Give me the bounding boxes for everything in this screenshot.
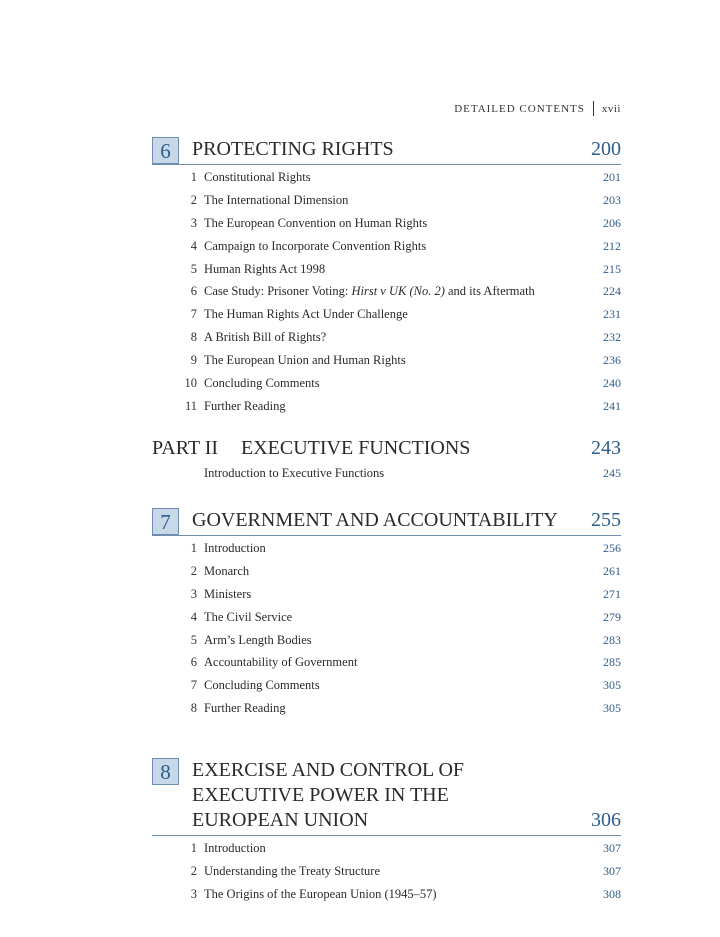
entry-number: 6: [190, 655, 197, 670]
entry-title: Human Rights Act 1998: [204, 261, 326, 276]
entry-number: 1: [190, 841, 197, 855]
chapter-number: 7: [152, 508, 179, 535]
entry-number: 3: [190, 586, 197, 601]
chapter-page: 306: [591, 809, 621, 831]
part-heading: [152, 435, 621, 461]
chapter-heading: [152, 758, 621, 836]
toc-entry[interactable]: [152, 537, 621, 560]
entry-title: Accountability of Government: [204, 655, 358, 670]
entry-title: Further Reading: [204, 701, 286, 716]
running-head: [454, 101, 621, 116]
entry-page: 256: [603, 541, 621, 555]
entry-page: 240: [603, 376, 621, 391]
toc-entry[interactable]: [152, 651, 621, 674]
chapter-page: 255: [591, 509, 621, 531]
entry-page: 305: [603, 701, 621, 716]
entry-title: Campaign to Incorporate Convention Rights: [204, 238, 427, 253]
entry-title: [204, 280, 603, 303]
entry-page: 231: [603, 307, 621, 322]
part-page: 243: [591, 437, 621, 459]
entry-title: Ministers: [204, 586, 252, 601]
entry-page: 201: [603, 170, 621, 184]
running-head-divider: [593, 101, 594, 116]
chapter-7: [152, 508, 621, 720]
entry-title: The International Dimension: [204, 192, 349, 207]
toc-entry[interactable]: [152, 189, 621, 212]
toc-entry[interactable]: [152, 674, 621, 697]
part-title: EXECUTIVE FUNCTIONS: [241, 437, 471, 459]
entry-page: 212: [603, 238, 621, 253]
part-label: PART II: [152, 437, 219, 459]
entry-title: Understanding the Treaty Structure: [204, 863, 381, 878]
entry-title: Monarch: [204, 563, 250, 578]
chapter-number: 6: [152, 137, 179, 164]
entry-page: 283: [603, 632, 621, 647]
entry-title: A British Bill of Rights?: [204, 330, 327, 345]
toc-entry[interactable]: [152, 166, 621, 189]
entry-number: 6: [190, 284, 197, 299]
chapter-page: 200: [591, 138, 621, 160]
toc-entry[interactable]: [152, 326, 621, 349]
chapter-title-line: EUROPEAN UNION: [192, 809, 369, 831]
entry-page: 261: [603, 563, 621, 578]
toc-entry[interactable]: [152, 883, 621, 906]
entry-page: 285: [603, 655, 621, 670]
entry-number: 3: [190, 886, 197, 901]
entry-page: 203: [603, 192, 621, 207]
toc-entry[interactable]: [152, 697, 621, 720]
part-intro: [152, 462, 621, 485]
entry-number: 8: [190, 330, 197, 345]
entry-page: 305: [603, 678, 621, 693]
toc-entry[interactable]: [152, 860, 621, 883]
toc-entry[interactable]: [152, 212, 621, 235]
entry-number: 3: [190, 215, 197, 230]
chapter-number: 8: [152, 758, 179, 785]
entry-page: 271: [603, 586, 621, 601]
entry-number: 11: [184, 398, 197, 413]
chapter-entries: [152, 165, 621, 418]
entry-number: 9: [190, 353, 197, 368]
chapter-title: GOVERNMENT AND ACCOUNTABILITY: [192, 509, 558, 531]
chapter-title-line: EXECUTIVE POWER IN THE: [192, 784, 449, 806]
toc-entry[interactable]: [152, 560, 621, 583]
entry-number: 8: [190, 701, 197, 716]
case-name: Hirst v UK (No. 2): [351, 284, 445, 299]
entry-number: 2: [190, 563, 197, 578]
toc-entry[interactable]: [152, 837, 621, 860]
entry-number: 4: [190, 609, 197, 624]
entry-page: 215: [603, 261, 621, 276]
chapter-heading: [152, 137, 621, 165]
entry-title: Arm’s Length Bodies: [204, 632, 312, 647]
entry-title-part: and its Aftermath: [444, 284, 535, 299]
toc-entry[interactable]: [152, 303, 621, 326]
toc-entry[interactable]: [152, 583, 621, 606]
entry-title: The European Convention on Human Rights: [204, 215, 428, 230]
entry-title: The Civil Service: [204, 609, 293, 624]
chapter-entries: [152, 836, 621, 906]
chapter-title: PROTECTING RIGHTS: [192, 138, 394, 160]
entry-page: 307: [603, 841, 621, 855]
chapter-8: [152, 758, 621, 906]
entry-page: 308: [603, 886, 621, 901]
entry-page: 245: [603, 466, 621, 480]
entry-page: 241: [603, 398, 621, 413]
toc-entry[interactable]: [152, 372, 621, 395]
entry-page: 279: [603, 609, 621, 624]
running-head-page: xvii: [601, 102, 621, 115]
entry-title: The Origins of the European Union (1945–57): [204, 886, 437, 901]
entry-title-part: Case Study: Prisoner Voting:: [204, 284, 352, 299]
toc-entry[interactable]: [152, 395, 621, 418]
entry-number: 7: [190, 678, 197, 693]
entry-page: 307: [603, 863, 621, 878]
entry-title: Constitutional Rights: [204, 170, 311, 184]
entry-page: 206: [603, 215, 621, 230]
entry-title: The Human Rights Act Under Challenge: [204, 307, 408, 322]
entry-page: 232: [603, 330, 621, 345]
entry-title: Concluding Comments: [204, 678, 320, 693]
entry-title: The European Union and Human Rights: [204, 353, 406, 368]
chapter-6: [152, 137, 621, 418]
entry-number: 10: [184, 376, 197, 391]
entry-number: 5: [190, 261, 197, 276]
chapter-heading: [152, 508, 621, 536]
entry-title: Introduction to Executive Functions: [204, 466, 385, 480]
entry-number: 5: [190, 632, 197, 647]
toc-entry[interactable]: [152, 629, 621, 652]
entry-title: Concluding Comments: [204, 376, 320, 391]
entry-page: 236: [603, 353, 621, 368]
entry-number: 4: [190, 238, 197, 253]
entry-page: 224: [603, 284, 621, 299]
running-head-label: DETAILED CONTENTS: [454, 102, 585, 115]
entry-title: Further Reading: [204, 398, 286, 413]
entry-title: Introduction: [204, 541, 266, 555]
entry-title: Introduction: [204, 841, 266, 855]
toc-entry[interactable]: [152, 606, 621, 629]
entry-number: 2: [190, 192, 197, 207]
toc-entry[interactable]: [152, 462, 621, 485]
toc-entry[interactable]: [152, 349, 621, 372]
entry-number: 2: [190, 863, 197, 878]
entry-number: 1: [190, 541, 197, 555]
chapter-entries: [152, 536, 621, 720]
entry-number: 1: [190, 170, 197, 184]
toc-entry[interactable]: [152, 235, 621, 258]
chapter-title-line: EXERCISE AND CONTROL OF: [192, 759, 465, 781]
entry-number: 7: [190, 307, 197, 322]
toc-entry[interactable]: [152, 258, 621, 281]
chapter-title: [192, 758, 621, 835]
toc-entry[interactable]: [152, 280, 621, 303]
